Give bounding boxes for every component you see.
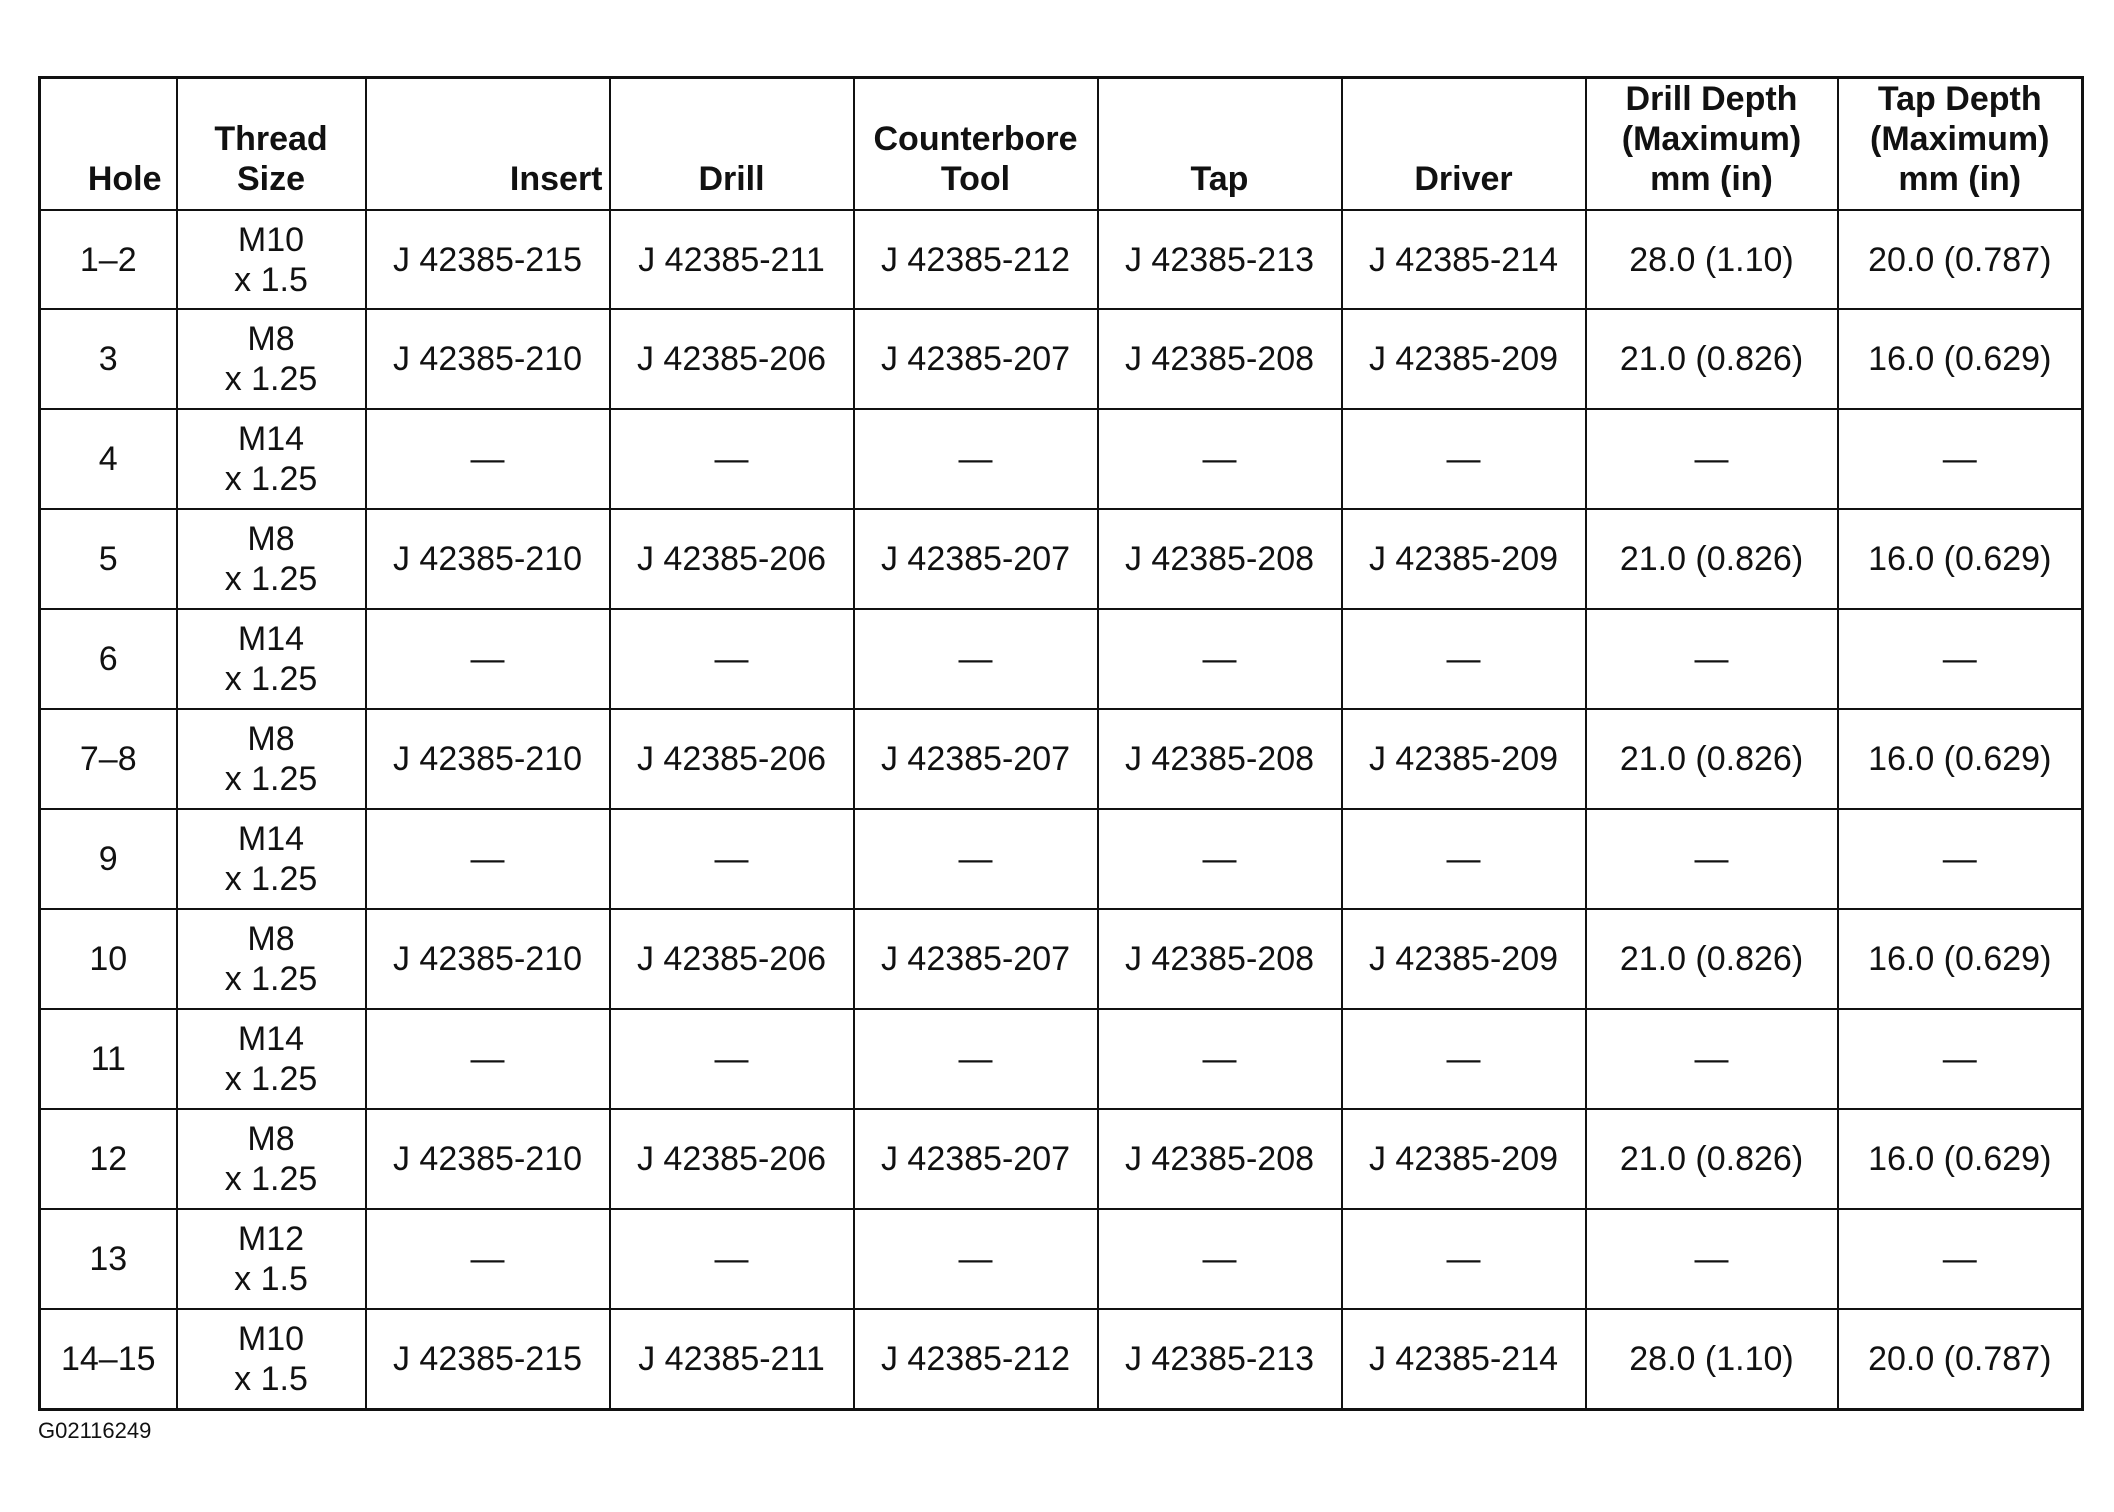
table-row: [40, 409, 2083, 509]
cell-counterbore-tool: J 42385-207: [854, 909, 1098, 1009]
cell-hole: 9: [40, 809, 177, 909]
cell-tap-depth: —: [1838, 1209, 2083, 1309]
cell-drill: J 42385-206: [610, 509, 854, 609]
cell-drill-depth: 21.0 (0.826): [1586, 309, 1838, 409]
cell-insert: —: [366, 809, 610, 909]
cell-driver: —: [1342, 609, 1586, 709]
cell-tap: —: [1098, 609, 1342, 709]
cell-counterbore-tool: J 42385-207: [854, 709, 1098, 809]
cell-counterbore-tool: J 42385-212: [854, 210, 1098, 309]
cell-tap-depth: —: [1838, 409, 2083, 509]
cell-tap: J 42385-208: [1098, 309, 1342, 409]
cell-insert: J 42385-210: [366, 509, 610, 609]
col-header-hole: Hole: [40, 78, 177, 211]
cell-insert: —: [366, 409, 610, 509]
cell-tap: J 42385-213: [1098, 1309, 1342, 1410]
cell-driver: J 42385-209: [1342, 509, 1586, 609]
table-row: [40, 909, 2083, 1009]
cell-driver: —: [1342, 1209, 1586, 1309]
cell-driver: J 42385-214: [1342, 210, 1586, 309]
thread-repair-table: [38, 76, 2084, 1411]
cell-tap: J 42385-213: [1098, 210, 1342, 309]
cell-tap-depth: 16.0 (0.629): [1838, 309, 2083, 409]
cell-drill: J 42385-206: [610, 709, 854, 809]
table-row: [40, 609, 2083, 709]
cell-drill: J 42385-206: [610, 909, 854, 1009]
cell-drill-depth: 28.0 (1.10): [1586, 1309, 1838, 1410]
table-row: [40, 509, 2083, 609]
cell-tap-depth: 16.0 (0.629): [1838, 909, 2083, 1009]
cell-thread-size: M10 x 1.5: [177, 1309, 366, 1410]
cell-drill-depth: 21.0 (0.826): [1586, 509, 1838, 609]
cell-tap: —: [1098, 1209, 1342, 1309]
cell-drill-depth: —: [1586, 409, 1838, 509]
cell-counterbore-tool: —: [854, 409, 1098, 509]
cell-drill-depth: —: [1586, 1009, 1838, 1109]
cell-tap: —: [1098, 809, 1342, 909]
cell-insert: —: [366, 1209, 610, 1309]
cell-counterbore-tool: —: [854, 809, 1098, 909]
cell-thread-size: M8 x 1.25: [177, 509, 366, 609]
cell-drill: —: [610, 1209, 854, 1309]
col-header-drill-depth: Drill Depth (Maximum) mm (in): [1586, 78, 1838, 211]
figure-id: G02116249: [38, 1418, 152, 1443]
cell-tap-depth: —: [1838, 809, 2083, 909]
cell-tap-depth: —: [1838, 1009, 2083, 1109]
cell-tap-depth: 16.0 (0.629): [1838, 709, 2083, 809]
cell-drill: J 42385-206: [610, 309, 854, 409]
table-row: [40, 210, 2083, 309]
cell-tap: J 42385-208: [1098, 709, 1342, 809]
cell-insert: J 42385-210: [366, 309, 610, 409]
cell-thread-size: M14 x 1.25: [177, 409, 366, 509]
cell-counterbore-tool: J 42385-207: [854, 1109, 1098, 1209]
table-row: [40, 1109, 2083, 1209]
table-row: [40, 1009, 2083, 1109]
header-row: [40, 78, 2083, 211]
cell-hole: 7–8: [40, 709, 177, 809]
cell-drill: J 42385-206: [610, 1109, 854, 1209]
table-row: [40, 709, 2083, 809]
cell-insert: —: [366, 1009, 610, 1109]
cell-tap-depth: —: [1838, 609, 2083, 709]
cell-insert: J 42385-210: [366, 709, 610, 809]
cell-thread-size: M8 x 1.25: [177, 909, 366, 1009]
cell-counterbore-tool: J 42385-207: [854, 509, 1098, 609]
cell-insert: J 42385-210: [366, 909, 610, 1009]
cell-tap: J 42385-208: [1098, 1109, 1342, 1209]
cell-tap: J 42385-208: [1098, 909, 1342, 1009]
cell-tap-depth: 16.0 (0.629): [1838, 1109, 2083, 1209]
cell-driver: —: [1342, 1009, 1586, 1109]
cell-insert: —: [366, 609, 610, 709]
cell-hole: 14–15: [40, 1309, 177, 1410]
table-row: [40, 309, 2083, 409]
cell-hole: 12: [40, 1109, 177, 1209]
cell-drill-depth: —: [1586, 1209, 1838, 1309]
cell-driver: J 42385-214: [1342, 1309, 1586, 1410]
col-header-tap: Tap: [1098, 78, 1342, 211]
cell-tap: J 42385-208: [1098, 509, 1342, 609]
cell-insert: J 42385-215: [366, 1309, 610, 1410]
cell-thread-size: M8 x 1.25: [177, 1109, 366, 1209]
col-header-counterbore-tool: Counterbore Tool: [854, 78, 1098, 211]
cell-counterbore-tool: J 42385-212: [854, 1309, 1098, 1410]
cell-counterbore-tool: J 42385-207: [854, 309, 1098, 409]
table-row: [40, 809, 2083, 909]
cell-thread-size: M14 x 1.25: [177, 809, 366, 909]
cell-drill: J 42385-211: [610, 210, 854, 309]
cell-tap-depth: 20.0 (0.787): [1838, 210, 2083, 309]
cell-drill-depth: 21.0 (0.826): [1586, 909, 1838, 1009]
cell-drill: —: [610, 809, 854, 909]
table-row: [40, 1209, 2083, 1309]
cell-counterbore-tool: —: [854, 1009, 1098, 1109]
cell-drill: J 42385-211: [610, 1309, 854, 1410]
cell-thread-size: M12 x 1.5: [177, 1209, 366, 1309]
cell-hole: 3: [40, 309, 177, 409]
cell-drill-depth: 21.0 (0.826): [1586, 709, 1838, 809]
cell-driver: —: [1342, 809, 1586, 909]
col-header-driver: Driver: [1342, 78, 1586, 211]
cell-hole: 13: [40, 1209, 177, 1309]
col-header-drill: Drill: [610, 78, 854, 211]
cell-thread-size: M10 x 1.5: [177, 210, 366, 309]
cell-drill-depth: 28.0 (1.10): [1586, 210, 1838, 309]
cell-insert: J 42385-215: [366, 210, 610, 309]
cell-driver: —: [1342, 409, 1586, 509]
cell-drill: —: [610, 1009, 854, 1109]
cell-insert: J 42385-210: [366, 1109, 610, 1209]
cell-counterbore-tool: —: [854, 1209, 1098, 1309]
cell-thread-size: M14 x 1.25: [177, 1009, 366, 1109]
cell-tap-depth: 20.0 (0.787): [1838, 1309, 2083, 1410]
cell-thread-size: M8 x 1.25: [177, 309, 366, 409]
cell-tap-depth: 16.0 (0.629): [1838, 509, 2083, 609]
cell-hole: 1–2: [40, 210, 177, 309]
cell-driver: J 42385-209: [1342, 1109, 1586, 1209]
cell-drill-depth: 21.0 (0.826): [1586, 1109, 1838, 1209]
cell-tap: —: [1098, 1009, 1342, 1109]
table-body: [40, 210, 2083, 1410]
cell-hole: 5: [40, 509, 177, 609]
cell-tap: —: [1098, 409, 1342, 509]
cell-drill-depth: —: [1586, 809, 1838, 909]
cell-drill: —: [610, 409, 854, 509]
col-header-tap-depth: Tap Depth (Maximum) mm (in): [1838, 78, 2083, 211]
cell-driver: J 42385-209: [1342, 309, 1586, 409]
cell-counterbore-tool: —: [854, 609, 1098, 709]
cell-drill-depth: —: [1586, 609, 1838, 709]
cell-hole: 6: [40, 609, 177, 709]
cell-thread-size: M8 x 1.25: [177, 709, 366, 809]
cell-driver: J 42385-209: [1342, 709, 1586, 809]
cell-drill: —: [610, 609, 854, 709]
col-header-insert: Insert: [366, 78, 610, 211]
cell-hole: 10: [40, 909, 177, 1009]
cell-hole: 4: [40, 409, 177, 509]
cell-driver: J 42385-209: [1342, 909, 1586, 1009]
table-row: [40, 1309, 2083, 1410]
col-header-thread-size: Thread Size: [177, 78, 366, 211]
cell-thread-size: M14 x 1.25: [177, 609, 366, 709]
cell-hole: 11: [40, 1009, 177, 1109]
